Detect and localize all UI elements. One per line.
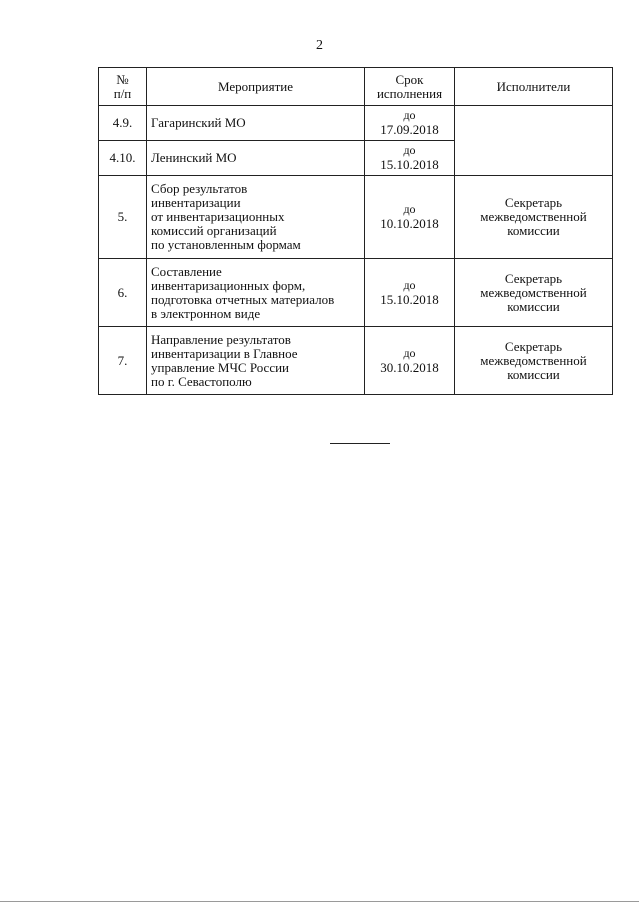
row-event-line: Сбор результатов bbox=[151, 181, 248, 196]
row-due bbox=[365, 106, 455, 141]
row-event-line: Направление результатов bbox=[151, 331, 291, 347]
row-due-date: 15.10.2018 bbox=[380, 291, 439, 307]
page-number: 2 bbox=[316, 38, 323, 53]
row-executors bbox=[455, 327, 613, 395]
table-row bbox=[99, 106, 613, 141]
row-due bbox=[365, 176, 455, 259]
plan-table bbox=[98, 67, 613, 395]
row-due-date: 17.09.2018 bbox=[380, 122, 439, 137]
header-due bbox=[365, 68, 455, 106]
row-due bbox=[365, 327, 455, 395]
header-executors: Исполнители bbox=[455, 68, 613, 106]
row-executors bbox=[455, 176, 613, 259]
header-due-line-2: исполнения bbox=[376, 85, 443, 101]
row-number: 5. bbox=[99, 176, 147, 259]
row-event bbox=[147, 141, 365, 176]
row-executor-line: межведомственной bbox=[480, 209, 587, 224]
row-due-label: до bbox=[403, 277, 416, 292]
row-event-line: в электронном виде bbox=[151, 305, 261, 321]
row-event-line: Гагаринский МО bbox=[151, 115, 246, 130]
row-event-line: подготовка отчетных материалов bbox=[151, 291, 335, 307]
row-event-line: инвентаризации в Главное bbox=[151, 345, 298, 361]
row-due-label: до bbox=[403, 345, 416, 360]
row-due-date: 10.10.2018 bbox=[380, 216, 439, 231]
table-header-row bbox=[99, 68, 613, 106]
row-executor-line: Секретарь bbox=[504, 270, 563, 286]
row-event-line: Ленинский МО bbox=[151, 150, 237, 165]
row-due bbox=[365, 259, 455, 327]
row-executor-line: межведомственной bbox=[480, 352, 587, 368]
row-executor-line: Секретарь bbox=[504, 195, 563, 210]
row-event-line: по установленным формам bbox=[151, 237, 301, 252]
row-executors-empty bbox=[455, 106, 613, 176]
row-number: 6. bbox=[99, 259, 147, 327]
row-executor-line: комиссии bbox=[507, 223, 560, 238]
header-number bbox=[99, 68, 147, 106]
row-number: 7. bbox=[99, 327, 147, 395]
row-number: 4.10. bbox=[99, 141, 147, 176]
header-event: Мероприятие bbox=[147, 68, 365, 106]
row-event-line: инвентаризационных форм, bbox=[151, 277, 306, 293]
row-event bbox=[147, 259, 365, 327]
header-number-line-1: № bbox=[116, 71, 129, 87]
table-row bbox=[99, 259, 613, 327]
scan-edge-line bbox=[0, 901, 639, 902]
row-event-line: комиссий организаций bbox=[151, 223, 277, 238]
row-event bbox=[147, 327, 365, 395]
row-executor-line: комиссии bbox=[507, 298, 560, 314]
row-due bbox=[365, 141, 455, 176]
row-due-date: 30.10.2018 bbox=[380, 359, 439, 375]
table-row bbox=[99, 327, 613, 395]
row-due-date: 15.10.2018 bbox=[380, 157, 439, 172]
row-event-line: от инвентаризационных bbox=[151, 209, 285, 224]
row-due-label: до bbox=[403, 202, 416, 216]
row-event-line: управление МЧС России bbox=[151, 359, 289, 375]
row-event-line: по г. Севастополю bbox=[151, 373, 252, 389]
row-event-line: Составление bbox=[151, 263, 222, 279]
row-event-line: инвентаризации bbox=[151, 195, 241, 210]
row-executors bbox=[455, 259, 613, 327]
header-number-line-2: п/п bbox=[113, 85, 132, 101]
header-due-line-1: Срок bbox=[395, 71, 424, 87]
row-event bbox=[147, 176, 365, 259]
row-executor-line: Секретарь bbox=[504, 338, 563, 354]
table-row bbox=[99, 176, 613, 259]
row-executor-line: комиссии bbox=[507, 366, 560, 382]
end-of-document-rule bbox=[330, 443, 390, 444]
row-event bbox=[147, 106, 365, 141]
row-due-label: до bbox=[403, 108, 416, 122]
row-due-label: до bbox=[403, 143, 416, 157]
row-executor-line: межведомственной bbox=[480, 284, 587, 300]
row-number: 4.9. bbox=[99, 106, 147, 141]
